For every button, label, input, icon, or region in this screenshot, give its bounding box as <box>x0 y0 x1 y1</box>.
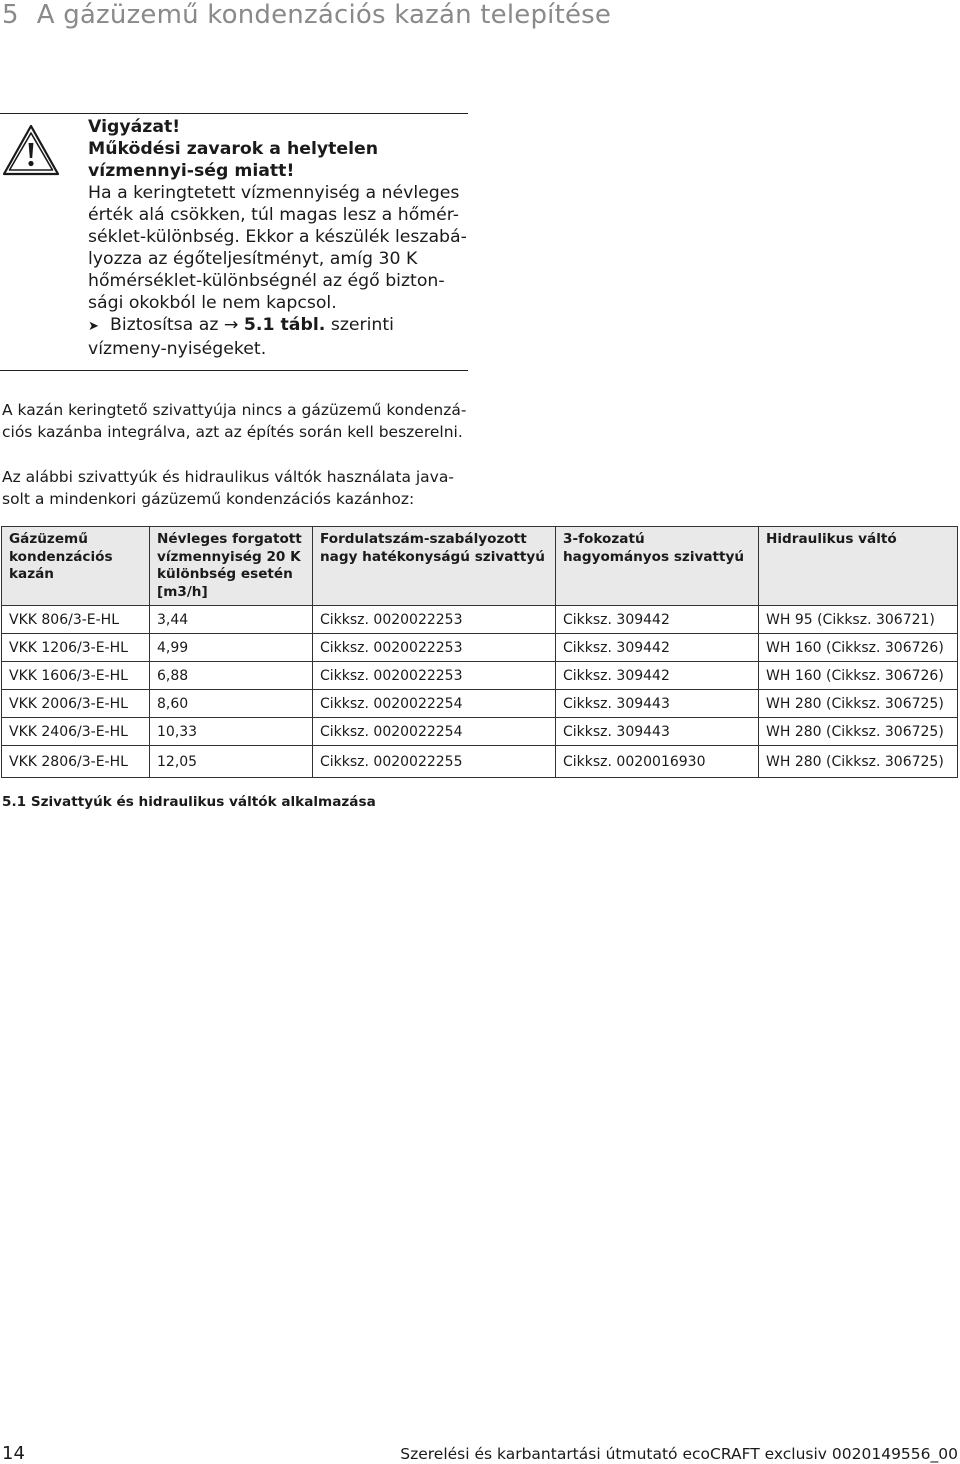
cell-boiler: VKK 806/3-E-HL <box>2 606 150 634</box>
cell-flow: 3,44 <box>150 606 313 634</box>
cell-3-stage-pump: Cikksz. 309442 <box>556 662 759 690</box>
cell-flow: 6,88 <box>150 662 313 690</box>
warning-triangle-icon <box>2 124 60 176</box>
header-speed-controlled-pump: Fordulatszám-szabályozott nagy hatékonyságú szivattyú <box>313 527 556 606</box>
cell-speed-pump: Cikksz. 0020022254 <box>313 718 556 746</box>
chapter-title-text: A gázüzemű kondenzációs kazán telepítése <box>36 0 612 30</box>
action-arrow-icon: ➤ <box>88 319 99 334</box>
cell-speed-pump: Cikksz. 0020022254 <box>313 690 556 718</box>
cell-flow: 12,05 <box>150 746 313 778</box>
table-caption: 5.1 Szivattyúk és hidraulikus váltók alkalmazása <box>2 794 376 810</box>
cell-boiler: VKK 2006/3-E-HL <box>2 690 150 718</box>
page-title <box>2 0 611 30</box>
paragraph-recommendation: Az alábbi szivattyúk és hidraulikus váltók használata java-solt a mindenkori gázüzemű kondenzációs kazánhoz: <box>2 468 454 508</box>
warning-subtitle: Működési zavarok a helytelen vízmennyi-ség miatt! <box>88 139 379 181</box>
header-hydraulic-switch: Hidraulikus váltó <box>759 527 958 606</box>
page-number: 14 <box>2 1443 25 1464</box>
warning-top-rule <box>0 113 468 114</box>
cell-3-stage-pump: Cikksz. 309442 <box>556 634 759 662</box>
cell-speed-pump: Cikksz. 0020022253 <box>313 662 556 690</box>
warning-bottom-rule <box>0 370 468 371</box>
cell-3-stage-pump: Cikksz. 309443 <box>556 690 759 718</box>
cell-hydraulic-switch: WH 280 (Cikksz. 306725) <box>759 718 958 746</box>
cell-3-stage-pump: Cikksz. 0020016930 <box>556 746 759 778</box>
table-reference-link[interactable]: 5.1 tábl. <box>243 315 326 335</box>
cell-3-stage-pump: Cikksz. 309443 <box>556 718 759 746</box>
action-prefix: Biztosítsa az <box>110 315 219 335</box>
paragraph-pump-info: A kazán keringtető szivattyúja nincs a gázüzemű kondenzá-ciós kazánba integrálva, azt az építés során kell beszerelni. <box>2 401 467 441</box>
warning-title: Vigyázat! <box>88 117 181 137</box>
action-suffix: szerinti vízmeny-nyiségeket. <box>88 315 394 359</box>
cell-boiler: VKK 1206/3-E-HL <box>2 634 150 662</box>
cell-speed-pump: Cikksz. 0020022255 <box>313 746 556 778</box>
chapter-number: 5 <box>2 0 19 30</box>
cell-boiler: VKK 2806/3-E-HL <box>2 746 150 778</box>
pump-table <box>1 526 958 778</box>
cell-speed-pump: Cikksz. 0020022253 <box>313 634 556 662</box>
table-row <box>2 746 958 778</box>
table-row <box>2 662 958 690</box>
table-row <box>2 718 958 746</box>
cell-hydraulic-switch: WH 160 (Cikksz. 306726) <box>759 662 958 690</box>
table-header-row <box>2 527 958 606</box>
cell-boiler: VKK 2406/3-E-HL <box>2 718 150 746</box>
cell-flow: 10,33 <box>150 718 313 746</box>
warning-block <box>88 116 468 360</box>
cell-hydraulic-switch: WH 95 (Cikksz. 306721) <box>759 606 958 634</box>
cell-flow: 8,60 <box>150 690 313 718</box>
warning-action <box>88 314 468 360</box>
cell-boiler: VKK 1606/3-E-HL <box>2 662 150 690</box>
table-row <box>2 606 958 634</box>
cell-hydraulic-switch: WH 160 (Cikksz. 306726) <box>759 634 958 662</box>
cell-hydraulic-switch: WH 280 (Cikksz. 306725) <box>759 746 958 778</box>
table-row <box>2 690 958 718</box>
reference-arrow: → <box>223 315 239 335</box>
cell-3-stage-pump: Cikksz. 309442 <box>556 606 759 634</box>
table-row <box>2 634 958 662</box>
cell-speed-pump: Cikksz. 0020022253 <box>313 606 556 634</box>
cell-hydraulic-switch: WH 280 (Cikksz. 306725) <box>759 690 958 718</box>
header-flow: Névleges forgatott vízmennyiség 20 K különbség esetén [m3/h] <box>150 527 313 606</box>
footer-document-title: Szerelési és karbantartási útmutató ecoCRAFT exclusiv 0020149556_00 <box>400 1445 958 1463</box>
header-boiler: Gázüzemű kondenzációs kazán <box>2 527 150 606</box>
warning-body: Ha a keringtetett vízmennyiség a névleges érték alá csökken, túl magas lesz a hőmér-séklet-különbség. Ekkor a készülék leszabá-lyozza az égőteljesítményt, amíg 30 K hőmérséklet-különbségnél az égő bizton-sági okokból le nem kapcsol. <box>88 183 467 313</box>
header-3-stage-pump: 3-fokozatú hagyományos szivattyú <box>556 527 759 606</box>
cell-flow: 4,99 <box>150 634 313 662</box>
